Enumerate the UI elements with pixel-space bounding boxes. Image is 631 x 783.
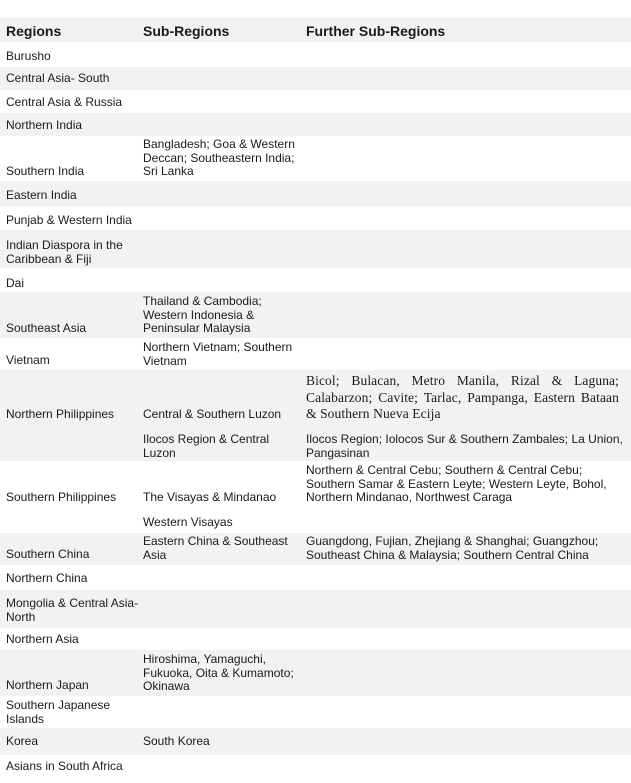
region-cell: Eastern India [6, 188, 77, 202]
sub-region-cell: Northern Vietnam; Southern Vietnam [143, 340, 293, 368]
table-row [0, 429, 631, 461]
region-cell: Punjab & Western India [6, 213, 132, 227]
region-cell: Asians in South Africa [6, 759, 123, 773]
table-row [0, 590, 631, 628]
table-row [0, 67, 631, 90]
table-row [0, 628, 631, 650]
header-further-sub-regions: Further Sub-Regions [306, 23, 446, 39]
region-cell: Korea [6, 734, 39, 748]
region-cell: Northern India [6, 118, 83, 132]
table-row [0, 90, 631, 113]
region-cell: Northern Philippines [6, 407, 115, 421]
region-cell: Vietnam [6, 353, 50, 367]
table-row [0, 181, 631, 206]
table-row [0, 206, 631, 230]
sub-region-cell: Western Visayas [143, 515, 233, 529]
table-row [0, 565, 631, 590]
region-cell: Indian Diaspora in the Caribbean & Fiji [6, 238, 123, 266]
table-row [0, 230, 631, 268]
table-row [0, 511, 631, 533]
table-row [0, 370, 631, 429]
table-row [0, 113, 631, 136]
table-row [0, 461, 631, 511]
region-cell: Northern China [6, 571, 88, 585]
sub-region-cell: Ilocos Region & Central Luzon [143, 432, 270, 460]
sub-region-cell: Bangladesh; Goa & Western Deccan; Southeastern India; Sri Lanka [143, 137, 295, 178]
sub-region-cell: Eastern China & Southeast Asia [143, 534, 288, 562]
region-cell: Mongolia & Central Asia-North [6, 596, 139, 624]
table-row [0, 755, 631, 781]
table-row [0, 45, 631, 67]
further-sub-region-cell: Guangdong, Fujian, Zhejiang & Shanghai; Guangzhou; Southeast China & Malaysia; Southern Central China [306, 534, 599, 562]
further-sub-region-cell: Ilocos Region; Iolocos Sur & Southern Zambales; La Union, Pangasinan [306, 432, 623, 460]
further-sub-region-cell: Bicol; Bulacan, Metro Manila, Rizal & Laguna; Calabarzon; Cavite; Tarlac, Pampanga, Eastern Bataan & Southern Nueva Ecija [306, 373, 619, 421]
table-row [0, 292, 631, 338]
header-regions: Regions [6, 23, 62, 39]
table-row [0, 728, 631, 755]
region-cell: Southern Japanese Islands [6, 698, 111, 726]
header-sub-regions: Sub-Regions [143, 23, 230, 39]
region-cell: Northern Japan [6, 678, 89, 692]
sub-region-cell: Thailand & Cambodia; Western Indonesia & Peninsular Malaysia [143, 294, 262, 335]
region-cell: Central Asia- South [6, 71, 110, 85]
region-cell: Dai [6, 276, 25, 290]
region-cell: Southern China [6, 547, 90, 561]
sub-region-cell: The Visayas & Mindanao [143, 490, 277, 504]
table-row [0, 533, 631, 565]
sub-region-cell: South Korea [143, 734, 210, 748]
table-row [0, 338, 631, 370]
further-sub-region-cell: Northern & Central Cebu; Southern & Central Cebu; Southern Samar & Eastern Leyte; Western Leyte, Bohol, Northern Mindanao, Northwest Caraga [306, 463, 607, 504]
table-row [0, 136, 631, 181]
region-cell: Central Asia & Russia [6, 95, 123, 109]
region-cell: Southern India [6, 164, 85, 178]
table-row [0, 268, 631, 292]
sub-region-cell: Hiroshima, Yamaguchi, Fukuoka, Oita & Kumamoto; Okinawa [143, 652, 294, 693]
region-cell: Burusho [6, 49, 51, 63]
region-cell: Southern Philippines [6, 490, 117, 504]
table-row [0, 650, 631, 696]
region-cell: Southeast Asia [6, 321, 87, 335]
region-cell: Northern Asia [6, 632, 79, 646]
sub-region-cell: Central & Southern Luzon [143, 407, 282, 421]
table-row [0, 696, 631, 728]
header-row [0, 18, 631, 42]
